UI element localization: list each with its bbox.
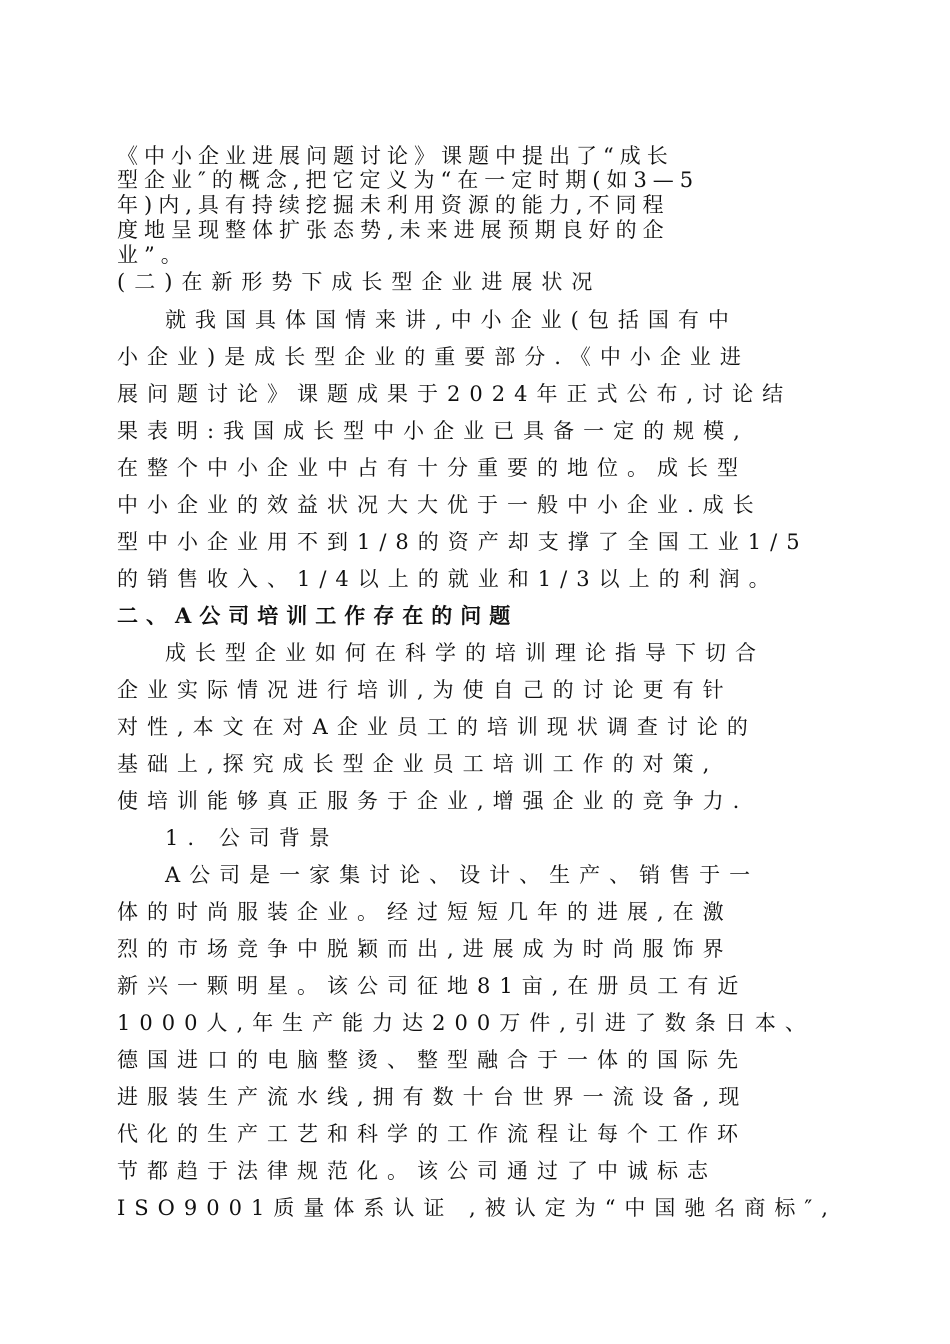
intro-line: 型企业″的概念,把它定义为“在一定时期(如3—5 [117,168,700,192]
paragraph-line: 展问题讨论》课题成果于2024年正式公布,讨论结 [117,382,793,406]
paragraph-line: 德国进口的电脑整烫、整型融合于一体的国际先 [117,1048,747,1072]
paragraph-line: 的销售收入、1/4以上的就业和1/3以上的利润。 [117,567,779,591]
intro-line: 度地呈现整体扩张态势,未来进展预期良好的企 [117,218,670,242]
paragraph-line: 1000人,年生产能力达200万件,引进了数条日本、 [117,1011,815,1035]
intro-line: 业”。 [117,243,188,267]
intro-line: 年)内,具有持续挖掘未利用资源的能力,不同程 [117,193,670,217]
paragraph-line: 成长型企业如何在科学的培训理论指导下切合 [165,641,765,665]
paragraph-line: 对性,本文在对A企业员工的培训现状调查讨论的 [117,715,757,739]
paragraph-line: 体的时尚服装企业。经过短短几年的进展,在激 [117,900,733,924]
paragraph-line: 进服装生产流水线,拥有数十台世界一流设备,现 [117,1085,749,1109]
paragraph-line: ISO9001质量体系认证 ,被认定为“中国驰名商标″, [117,1196,837,1220]
sub-item-heading: 1. 公司背景 [165,826,339,850]
paragraph-line: 中小企业的效益状况大大优于一般中小企业.成长 [117,493,763,517]
paragraph-line: 小企业)是成长型企业的重要部分.《中小企业进 [117,345,750,369]
paragraph-line: 果表明:我国成长型中小企业已具备一定的规模, [117,419,749,443]
paragraph-line: 使培训能够真正服务于企业,增强企业的竞争力. [117,789,749,813]
paragraph-line: 型中小企业用不到1/8的资产却支撑了全国工业1/5 [117,530,809,554]
section-heading: 二、A公司培训工作存在的问题 [117,603,519,628]
intro-line: 《中小企业进展问题讨论》课题中提出了“成长 [117,144,674,168]
paragraph-line: 节都趋于法律规范化。该公司通过了中诚标志 [117,1159,717,1183]
paragraph-line: 烈的市场竞争中脱颖而出,进展成为时尚服饰界 [117,937,733,961]
subheading: (二)在新形势下成长型企业进展状况 [117,270,602,294]
paragraph-line: A公司是一家集讨论、设计、生产、销售于一 [165,863,760,887]
paragraph-line: 就我国具体国情来讲,中小企业(包括国有中 [165,308,738,332]
paragraph-line: 在整个中小企业中占有十分重要的地位。成长型 [117,456,747,480]
paragraph-line: 代化的生产工艺和科学的工作流程让每个工作环 [117,1122,747,1146]
paragraph-line: 新兴一颗明星。该公司征地81亩,在册员工有近 [117,974,748,998]
paragraph-line: 企业实际情况进行培训,为使自己的讨论更有针 [117,678,733,702]
paragraph-line: 基础上,探究成长型企业员工培训工作的对策, [117,752,719,776]
